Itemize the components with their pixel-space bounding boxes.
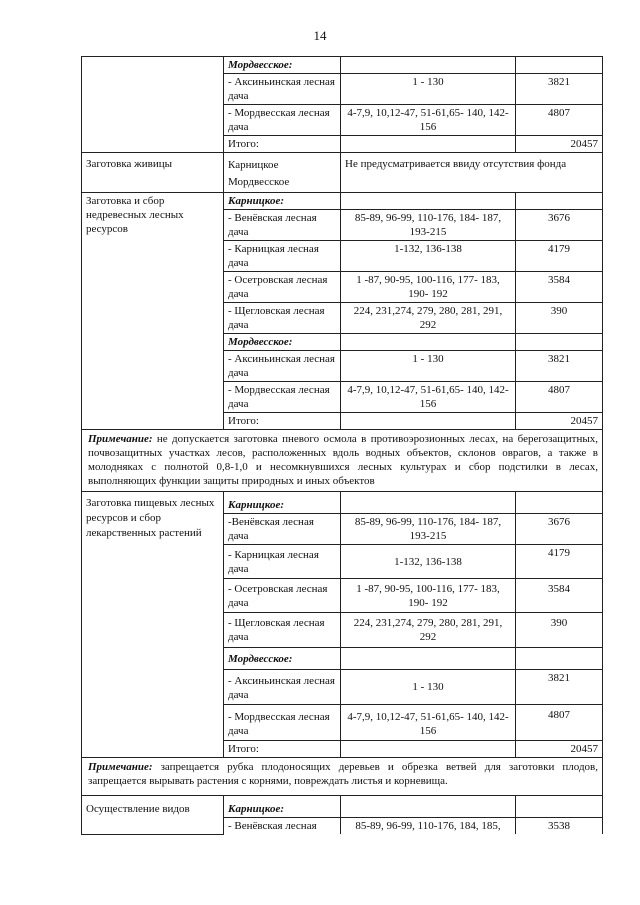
forestry-subheader: Карницкое: xyxy=(224,193,341,210)
note-text: запрещается рубка плодоносящих деревьев и обрезка ветвей для заготовки плодов, запрещается вырывать растения с корнями, повреждать листья и корневища. xyxy=(88,761,598,787)
quarters-cell: 1 - 130 xyxy=(341,351,516,382)
forest-dacha-name: - Осетровская лесная дача xyxy=(224,579,341,613)
forest-dacha-name: - Мордвесская лесная дача xyxy=(224,705,341,741)
activity-cell xyxy=(82,57,224,153)
forest-dacha-name: - Щегловская лесная дача xyxy=(224,613,341,648)
quarters-cell: 4-7,9, 10,12-47, 51-61,65- 140, 142-156 xyxy=(341,705,516,741)
quarters-cell: 4-7,9, 10,12-47, 51-61,65- 140, 142-156 xyxy=(341,105,516,136)
forest-dacha-name: - Венёвская лесная дача xyxy=(224,210,341,241)
quarters-cell: 85-89, 96-99, 110-176, 184- 187, 193-215 xyxy=(341,514,516,545)
forest-use-table xyxy=(81,56,603,835)
note-row xyxy=(82,758,603,796)
table-row xyxy=(82,430,603,492)
quarters-cell: 85-89, 96-99, 110-176, 184, 185, xyxy=(341,818,516,835)
forestry-subheader: Мордвесское: xyxy=(224,334,341,351)
note-label: Примечание: xyxy=(88,433,153,445)
total-label: Итого: xyxy=(224,741,341,758)
table-row xyxy=(82,57,603,74)
table-row xyxy=(82,796,603,818)
activity-cell: Заготовка пищевых лесных ресурсов и сбор лекарственных растений xyxy=(82,492,224,758)
quarters-cell: 1 -87, 90-95, 100-116, 177- 183, 190- 192 xyxy=(341,579,516,613)
quarters-cell: 1-132, 136-138 xyxy=(341,241,516,272)
forest-dacha-name: - Карницкая лесная дача xyxy=(224,545,341,579)
area-cell: 3584 xyxy=(516,272,603,303)
area-cell: 3538 xyxy=(516,818,603,835)
area-cell: 3821 xyxy=(516,351,603,382)
forestry-subheader: Мордвесское: xyxy=(224,648,341,670)
note-row xyxy=(82,430,603,492)
total-label: Итого: xyxy=(224,413,341,430)
table-row xyxy=(82,153,603,193)
forest-dacha-name: - Осетровская лесная дача xyxy=(224,272,341,303)
forestry-subheader: Карницкое: xyxy=(224,492,341,514)
area-cell: 3676 xyxy=(516,210,603,241)
area-cell: 390 xyxy=(516,303,603,334)
forest-dacha-name: - Мордвесская лесная дача xyxy=(224,382,341,413)
quarters-cell: 224, 231,274, 279, 280, 281, 291, 292 xyxy=(341,303,516,334)
area-cell: 4807 xyxy=(516,705,603,741)
forest-dacha-name: - Аксиньинская лесная дача xyxy=(224,670,341,705)
area-cell: 4179 xyxy=(516,241,603,272)
quarters-cell: 1 - 130 xyxy=(341,670,516,705)
area-cell: 4807 xyxy=(516,105,603,136)
note-text: не допускается заготовка пневого осмола в противоэрозионных лесах, на берегозащитных, почвозащитных участках лесов, расположенных вдоль водных объектов, склонов оврагов, а также в молодняках с полнотой 0,8-1,0 и несомкнувшихся лесных культурах и сбор подстилки в лесах, выполняющих функции защиты природных и иных объектов xyxy=(88,433,598,487)
area-cell: 3584 xyxy=(516,579,603,613)
forest-dacha-name: - Венёвская лесная xyxy=(224,818,341,835)
forest-dacha-name: - Аксиньинская лесная дача xyxy=(224,351,341,382)
page-number: 14 xyxy=(313,28,327,43)
forest-dacha-name: - Мордвесская лесная дача xyxy=(224,105,341,136)
forest-dacha-name: - Карницкая лесная дача xyxy=(224,241,341,272)
total-value: 20457 xyxy=(516,136,603,153)
forest-dacha-name: -Венёвская лесная дача xyxy=(224,514,341,545)
table-row xyxy=(82,193,603,210)
activity-cell: Осуществление видов xyxy=(82,796,224,835)
activity-cell: Заготовка и сбор недревесных лесных ресурсов xyxy=(82,193,224,430)
activity-cell: Заготовка живицы xyxy=(82,153,224,193)
forestry-cell: Карницкое Мордвесское xyxy=(224,153,341,193)
quarters-cell: 4-7,9, 10,12-47, 51-61,65- 140, 142-156 xyxy=(341,382,516,413)
table-row xyxy=(82,492,603,514)
area-cell: 4179 xyxy=(516,545,603,579)
total-value: 20457 xyxy=(516,413,603,430)
area-cell: 3821 xyxy=(516,670,603,705)
quarters-cell: 1-132, 136-138 xyxy=(341,545,516,579)
quarters-cell: 1 -87, 90-95, 100-116, 177- 183, 190- 192 xyxy=(341,272,516,303)
area-cell: 4807 xyxy=(516,382,603,413)
forestry-subheader: Карницкое: xyxy=(224,796,341,818)
area-cell: 3821 xyxy=(516,74,603,105)
area-cell: 390 xyxy=(516,613,603,648)
quarters-cell: 224, 231,274, 279, 280, 281, 291, 292 xyxy=(341,613,516,648)
forest-dacha-name: - Аксиньинская лесная дача xyxy=(224,74,341,105)
note-cell: Не предусматривается ввиду отсутствия фонда xyxy=(341,153,603,193)
area-cell: 3676 xyxy=(516,514,603,545)
quarters-cell: 85-89, 96-99, 110-176, 184- 187, 193-215 xyxy=(341,210,516,241)
forestry-subheader: Мордвесское: xyxy=(224,57,341,74)
forest-dacha-name: - Щегловская лесная дача xyxy=(224,303,341,334)
note-label: Примечание: xyxy=(88,761,153,773)
table-row xyxy=(82,758,603,796)
total-label: Итого: xyxy=(224,136,341,153)
total-value: 20457 xyxy=(516,741,603,758)
quarters-cell: 1 - 130 xyxy=(341,74,516,105)
